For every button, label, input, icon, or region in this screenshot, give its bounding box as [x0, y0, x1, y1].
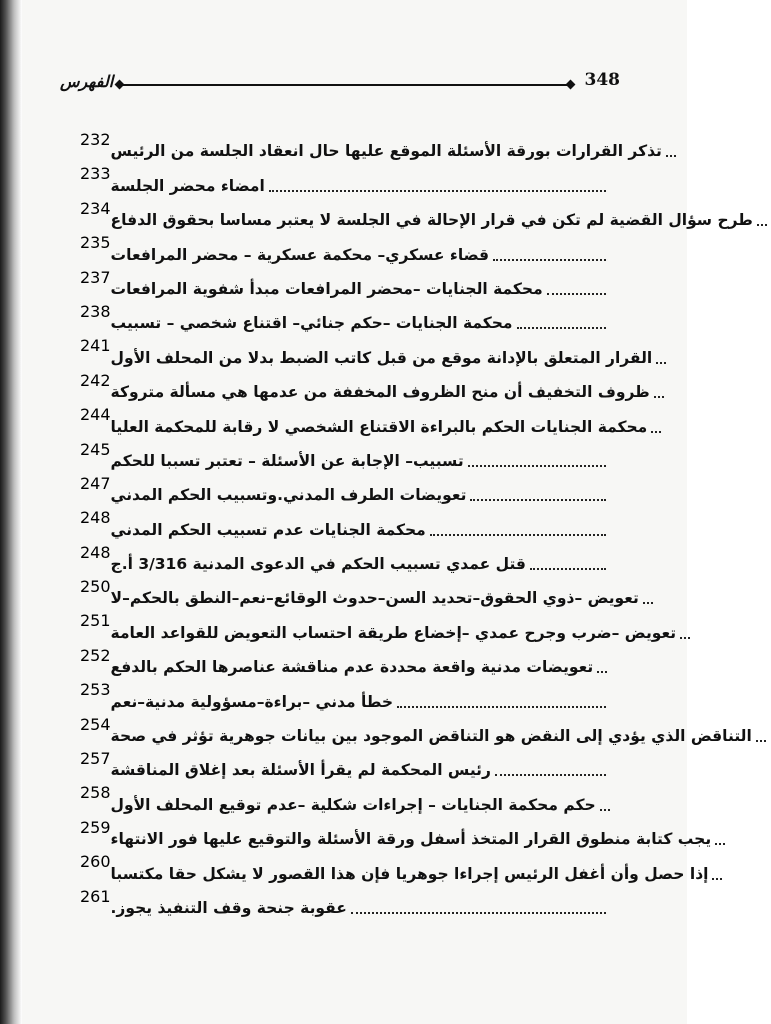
toc-page-number: 248	[80, 542, 111, 562]
toc-entry-title: قضاء عسكري– محكمة عسكرية – محضر المرافعات	[110, 245, 490, 264]
toc-entry	[80, 164, 610, 198]
toc-page-number: 252	[80, 645, 111, 665]
toc-dot-leader	[597, 671, 607, 673]
page-header	[60, 70, 620, 100]
toc-entry	[80, 783, 610, 817]
toc-entry-line	[111, 543, 610, 577]
toc-entry-line	[111, 474, 610, 508]
toc-entry-title: تعويضات الطرف المدني.وتسبيب الحكم المدني	[110, 486, 467, 505]
toc-entry-title: محكمة الجنايات –حكم جنائي– اقتناع شخصي – تسبيب	[110, 314, 513, 333]
toc-entry-title: ظروف التخفيف أن منح الظروف المخففة من عدمها هي مسألة متروكة	[110, 383, 650, 402]
toc-page-number: 260	[80, 852, 111, 872]
toc-page-number: 251	[80, 611, 111, 631]
toc-dot-leader	[269, 190, 606, 192]
toc-entry-line	[111, 852, 727, 886]
toc-entry-title: تعويض –ضرب وجرح عمدي –إخضاع طريقة احتساب التعويض للقواعد العامة	[110, 623, 677, 642]
toc-page-number: 245	[80, 439, 111, 459]
toc-page-number: 254	[80, 714, 111, 734]
toc-entry-line	[111, 164, 610, 198]
toc-entry-title: طرح سؤال القضية لم تكن في قرار الإحالة في الجلسة لا يعتبر مساسا بحقوق الدفاع	[110, 211, 753, 230]
section-title: الفهرس	[60, 72, 114, 91]
toc-dot-leader	[351, 912, 606, 914]
toc-dot-leader	[756, 740, 766, 742]
toc-entry-line	[111, 268, 610, 302]
toc-page-number: 233	[80, 164, 111, 184]
header-rule	[120, 84, 570, 86]
toc-page-number: 238	[80, 301, 111, 321]
toc-page-number: 258	[80, 783, 111, 803]
page-number: 348	[584, 70, 620, 90]
toc-entry-line	[111, 233, 610, 267]
toc-page-number: 244	[80, 405, 111, 425]
toc-entry-title: محكمة الجنايات الحكم بالبراءة الاقتناع الشخصي لا رقابة للمحكمة العليا	[110, 417, 648, 436]
toc-entry-title: التناقض الذي يؤدي إلى النقض هو التناقض الموجود بين بيانات جوهرية تؤثر في صحة	[110, 727, 752, 746]
toc-entry	[80, 336, 653, 370]
toc-entry-line	[111, 680, 610, 714]
toc-entry-line	[111, 405, 666, 439]
toc-entry-title: قتل عمدي تسبيب الحكم في الدعوى المدنية 3/316 أ.ج	[110, 555, 526, 574]
toc-page-number: 241	[80, 336, 111, 356]
toc-entry	[80, 749, 610, 783]
toc-entry	[80, 405, 648, 439]
toc-dot-leader	[430, 534, 606, 536]
toc-entry	[80, 370, 650, 405]
toc-page-number: 237	[80, 267, 111, 287]
toc-entry-line	[111, 887, 610, 921]
toc-entry	[80, 233, 610, 267]
toc-entry-line	[111, 749, 610, 783]
toc-entry-title: تعويضات مدنية واقعة محددة عدم مناقشة عناصرها الحكم بالدفع	[110, 658, 594, 677]
toc-page-number: 261	[80, 886, 111, 906]
toc-entry-line	[111, 440, 610, 474]
toc-page-number: 235	[80, 233, 111, 253]
toc-entry-line	[111, 371, 668, 405]
toc-dot-leader	[680, 637, 690, 639]
toc-dot-leader	[600, 809, 610, 811]
toc-entry	[80, 577, 639, 611]
toc-entry-line	[111, 130, 680, 164]
toc-entry-title: خطأ مدني –براءة–مسؤولية مدنية–نعم	[110, 692, 394, 711]
toc-entry	[80, 817, 712, 852]
toc-entry	[80, 130, 662, 164]
toc-entry	[80, 714, 752, 749]
toc-entry	[80, 611, 677, 645]
toc-entry-title: يجب كتابة منطوق القرار المتخذ أسفل ورقة الأسئلة والتوقيع عليها فور الانتهاء	[110, 830, 712, 849]
toc-page-number: 242	[80, 370, 111, 390]
toc-dot-leader	[397, 706, 606, 708]
toc-dot-leader	[547, 293, 606, 295]
toc-entry-title: رئيس المحكمة لم يقرأ الأسئلة بعد إغلاق المناقشة	[110, 761, 491, 780]
toc-page-number: 232	[80, 130, 111, 149]
toc-entry-title: عقوبة جنحة وقف التنفيذ يجوز.	[110, 898, 347, 917]
toc-entry-line	[111, 577, 657, 611]
toc-entry-line	[111, 783, 614, 817]
toc-entry	[80, 302, 610, 336]
toc-page-number: 234	[80, 198, 111, 218]
toc-entry	[80, 474, 610, 508]
toc-dot-leader	[712, 878, 722, 880]
toc-page-number: 257	[80, 749, 111, 769]
toc-entry	[80, 440, 610, 474]
toc-page-number: 250	[80, 577, 111, 597]
toc-dot-leader	[654, 396, 664, 398]
toc-entry	[80, 508, 610, 542]
toc-entry-title: القرار المتعلق بالإدانة موقع من قبل كاتب الضبط بدلا من المحلف الأول	[110, 348, 653, 367]
book-page	[22, 0, 753, 1024]
toc-entry-line	[111, 611, 695, 645]
toc-entry	[80, 268, 610, 302]
toc-dot-leader	[656, 362, 666, 364]
toc-dot-leader	[495, 774, 606, 776]
toc-entry-line	[111, 336, 671, 370]
toc-dot-leader	[530, 568, 606, 570]
toc-dot-leader	[757, 224, 767, 226]
table-of-contents	[80, 130, 753, 921]
toc-entry	[80, 852, 709, 886]
toc-entry-line	[111, 818, 730, 852]
book-spine-shadow	[0, 0, 22, 1024]
toc-entry-line	[111, 199, 771, 233]
toc-entry	[80, 680, 610, 714]
toc-entry-title: تذكر القرارات بورقة الأسئلة الموقع عليها حال انعقاد الجلسة من الرئيس	[110, 142, 662, 161]
toc-entry-line	[111, 302, 610, 336]
toc-entry-title: إذا حصل وأن أغفل الرئيس إجراءا جوهريا فإن هذا القصور لا يشكل حقا مكتسبا	[110, 864, 709, 883]
toc-dot-leader	[643, 602, 653, 604]
toc-dot-leader	[517, 327, 606, 329]
toc-page-number: 247	[80, 473, 111, 493]
toc-page-number: 259	[80, 817, 111, 837]
toc-dot-leader	[468, 465, 606, 467]
toc-dot-leader	[715, 843, 725, 845]
toc-dot-leader	[651, 431, 661, 433]
toc-page-number: 253	[80, 680, 111, 700]
toc-entry-line	[111, 508, 610, 542]
toc-entry	[80, 198, 753, 233]
toc-entry-title: محكمة الجنايات –محضر المرافعات مبدأ شفوية المرافعات	[110, 279, 543, 298]
toc-entry	[80, 887, 610, 921]
toc-dot-leader	[470, 499, 606, 501]
toc-entry-title: حكم محكمة الجنايات – إجراءات شكلية –عدم توقيع المحلف الأول	[110, 795, 596, 814]
toc-entry-line	[111, 646, 612, 680]
toc-page-number: 248	[80, 508, 111, 528]
toc-entry-title: تعويض –ذوي الحقوق–تحديد السن–حدوث الوقائع–نعم–النطق بالحكم–لا	[110, 589, 639, 608]
toc-entry-line	[111, 715, 770, 749]
toc-entry	[80, 543, 610, 577]
toc-entry	[80, 646, 610, 680]
toc-dot-leader	[666, 155, 676, 157]
toc-entry-title: محكمة الجنايات عدم تسبيب الحكم المدني	[110, 520, 426, 539]
toc-entry-title: امضاء محضر الجلسة	[110, 176, 265, 195]
toc-entry-title: تسبيب– الإجابة عن الأسئلة – تعتبر تسببا للحكم	[110, 451, 464, 470]
toc-dot-leader	[493, 259, 606, 261]
